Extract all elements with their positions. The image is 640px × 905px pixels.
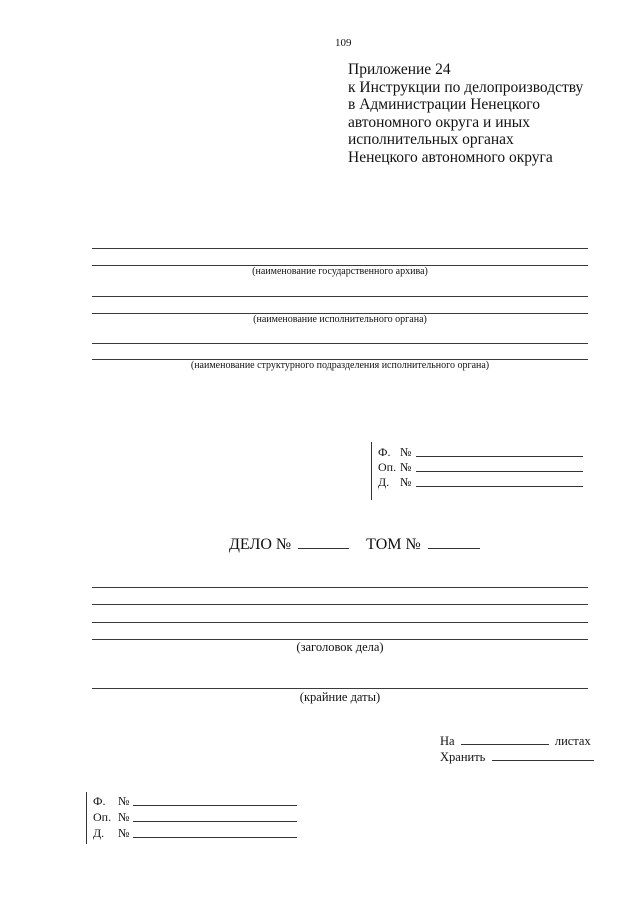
archive-name-line xyxy=(92,248,588,249)
inventory-row xyxy=(93,809,297,825)
case-label: ДЕЛО № xyxy=(229,536,292,553)
appendix-line: автономного округа и иных xyxy=(348,113,530,131)
division-line xyxy=(92,343,588,344)
retention-line xyxy=(440,750,594,765)
volume-number-blank xyxy=(428,548,480,549)
sheets-prefix: На xyxy=(440,734,455,748)
appendix-line: к Инструкции по делопроизводству xyxy=(348,78,584,96)
retention-label: Хранить xyxy=(440,750,486,764)
fund-number-blank xyxy=(416,456,583,457)
case-number-blank xyxy=(298,548,349,549)
number-sign: № xyxy=(118,810,130,824)
case-volume-line xyxy=(229,535,480,555)
number-sign: № xyxy=(400,475,412,489)
file-row xyxy=(378,475,583,490)
inventory-number-blank xyxy=(416,471,583,472)
fund-row xyxy=(378,445,583,460)
page-number: 109 xyxy=(335,37,352,49)
number-sign: № xyxy=(400,445,412,459)
sheets-count-blank xyxy=(461,744,549,745)
file-number-blank xyxy=(416,486,583,487)
date-range-caption: (крайние даты) xyxy=(299,690,381,704)
case-title-line xyxy=(92,604,588,605)
case-title-line xyxy=(92,587,588,588)
archive-codes-bottom xyxy=(86,792,297,844)
file-label: Д. xyxy=(378,475,390,489)
appendix-heading xyxy=(348,61,583,166)
date-range-line xyxy=(92,688,588,689)
appendix-line: Ненецкого автономного округа xyxy=(348,148,553,166)
division-caption: (наименование структурного подразделения исполнительного органа) xyxy=(190,360,490,371)
sheets-count-line xyxy=(440,734,591,749)
number-sign: № xyxy=(400,460,412,474)
case-title-caption: (заголовок дела) xyxy=(296,640,384,654)
appendix-line: Приложение 24 xyxy=(348,61,451,78)
archive-name-caption: (наименование государственного архива) xyxy=(252,266,428,277)
volume-label: ТОМ № xyxy=(366,536,421,553)
appendix-line: в Администрации Ненецкого xyxy=(348,96,540,113)
case-title-line xyxy=(92,622,588,623)
appendix-line: исполнительных органах xyxy=(348,131,514,148)
number-sign: № xyxy=(118,794,130,808)
file-row xyxy=(93,825,297,841)
fund-label: Ф. xyxy=(378,445,391,459)
file-label: Д. xyxy=(93,826,105,840)
sheets-suffix: листах xyxy=(554,734,591,748)
fund-label: Ф. xyxy=(93,794,106,808)
archive-codes-top xyxy=(371,442,583,500)
file-number-blank xyxy=(133,837,297,838)
inventory-row xyxy=(378,460,583,475)
executive-body-caption: (наименование исполнительного органа) xyxy=(253,314,427,325)
inventory-number-blank xyxy=(133,821,297,822)
inventory-label: Оп. xyxy=(93,810,112,824)
fund-number-blank xyxy=(133,805,297,806)
fund-row xyxy=(93,793,297,809)
inventory-label: Оп. xyxy=(378,460,397,474)
executive-body-line xyxy=(92,296,588,297)
retention-blank xyxy=(492,760,594,761)
number-sign: № xyxy=(118,826,130,840)
